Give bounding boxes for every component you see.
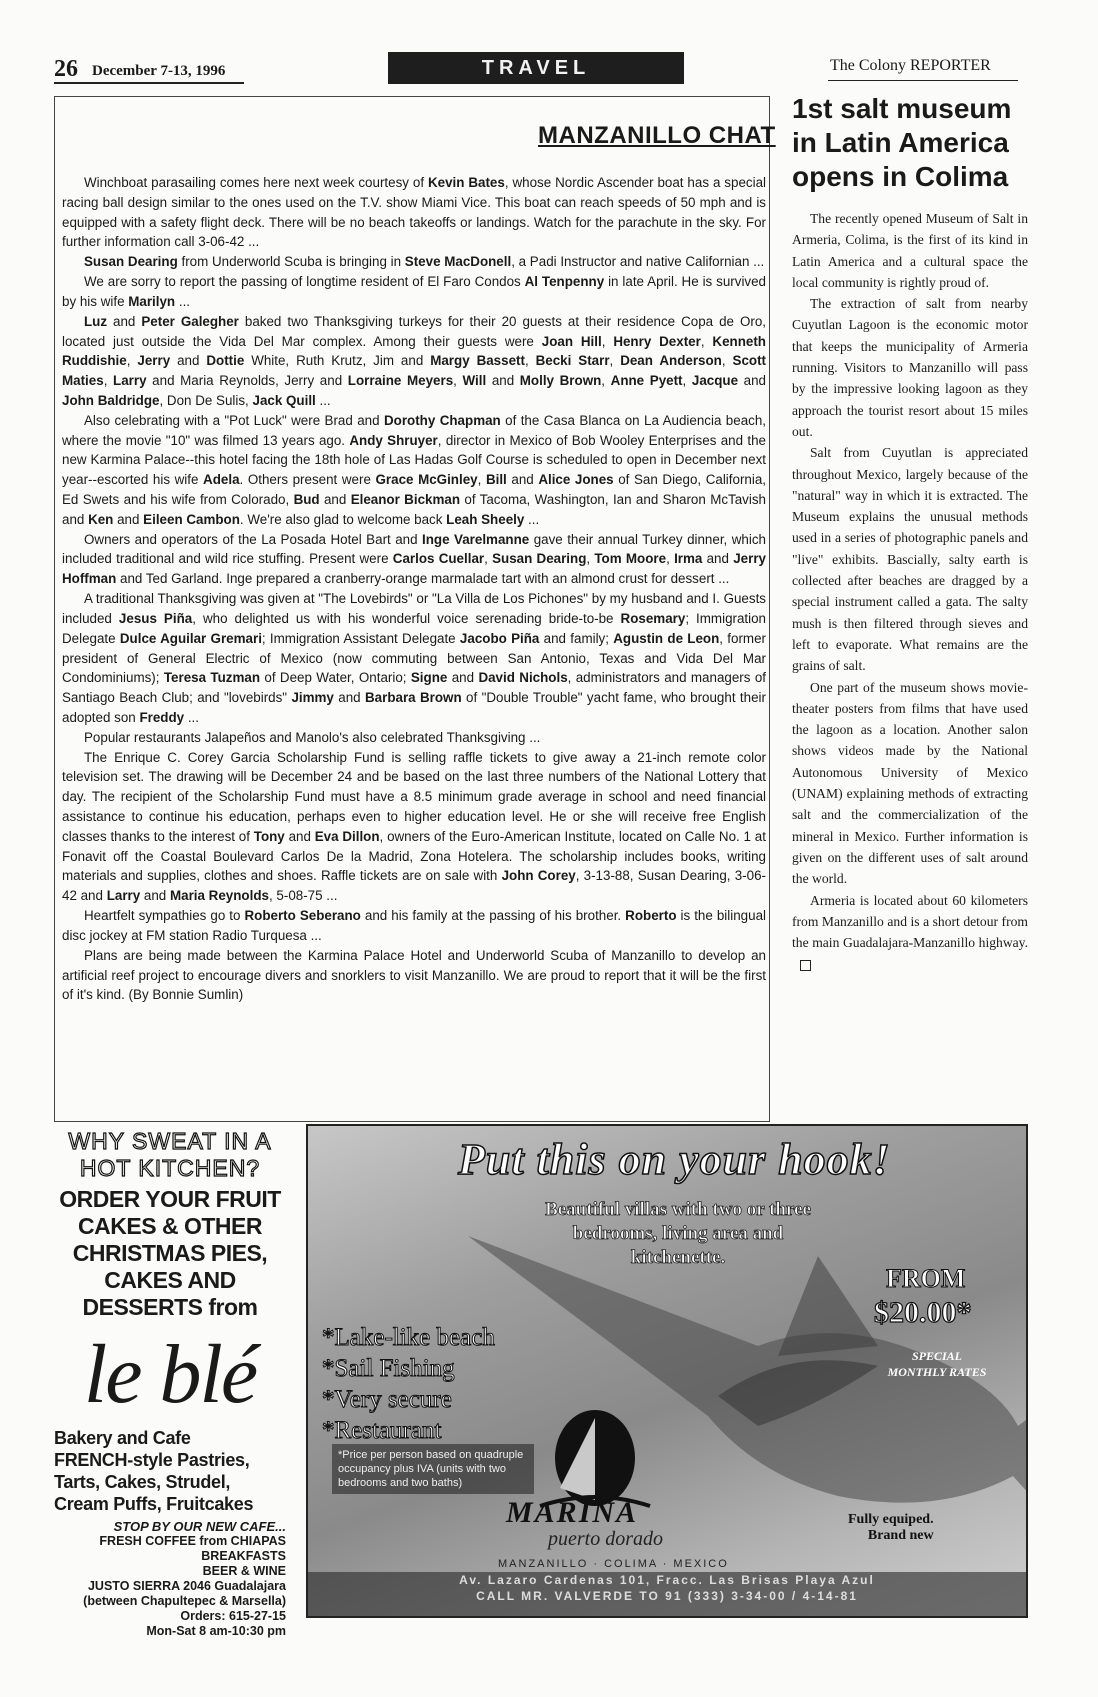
bold-name: Roberto (244, 908, 296, 924)
marina-brand-sub: puerto dorado (548, 1528, 663, 1550)
marina-brand: MARINA (506, 1496, 639, 1529)
ad-heading-line: HOT KITCHEN? (79, 1155, 261, 1181)
bold-name: Rosemary (620, 610, 686, 626)
fine-print: *Price per person based on quadruple occupancy plus IVA (units with two bedrooms and two baths) (332, 1444, 534, 1494)
article-paragraph: The extraction of salt from nearby Cuyutlan Lagoon is the economic motor that keeps the municipality of Armeria running. Visitors to Manzanillo will pass by the impressive looking lagoon as they approach the tourist resort about 15 miles out. (792, 296, 1028, 439)
text-run: Popular restaurants Jalapeños and Manolo's also celebrated Thanksgiving ... (84, 729, 541, 745)
text-run: , whose Nordic Ascender boat has a special racing ball design similar to the ones used on the T.V. show Miami Vice. This boat can reach speeds of 50 mph and is equipped with a safety flight deck. There will be no beach takeoffs or landings. Watch for the parachute in the sky. For further information call 3-06-42 ... (62, 175, 766, 250)
text-run: of Tacoma, Washington, Ian and Sharon McTavish and (62, 492, 766, 527)
bold-name: Eva Dillon (314, 828, 380, 844)
text-run: , (609, 353, 621, 369)
text-run: . We're also glad to welcome back (239, 511, 447, 527)
text-run: , owners of the Euro-American Institute, located on Calle No. 1 at Fonavit off the Coastal Boulevard Carlos De la Madrid, Zona Hotelera. The scholarship includes books, writing materials and supplies, clothes and shoes. Raffle tickets are on sale with (62, 828, 766, 884)
bold-name: Peter Galegher (141, 313, 239, 329)
header-rule-right (828, 80, 1018, 81)
bold-name: Grace McGinley (375, 472, 478, 488)
bold-name: Irma (674, 551, 703, 567)
text-run: , (453, 373, 463, 389)
bold-name: Teresa Tuzman (163, 670, 261, 686)
chat-paragraph (62, 589, 766, 728)
leble-logo: le blé (83, 1328, 257, 1421)
bold-name: Steve MacDonell (404, 254, 512, 270)
text-run: and family; (539, 630, 614, 646)
text-run: in late April. He is survived by his wife (62, 274, 767, 309)
chat-paragraph (62, 748, 766, 907)
bold-name: Ken (88, 511, 114, 527)
text-run: ; Immigration Assistant Delegate (261, 630, 460, 646)
address-line: CALL MR. VALVERDE TO 91 (333) 3-34-00 / 4-14-81 (476, 1589, 858, 1603)
text-run: from Underworld Scuba is bringing in (177, 254, 405, 270)
chat-paragraph (62, 272, 766, 312)
text-run: . Others present were (239, 472, 376, 488)
bold-name: Carlos Cuellar (392, 551, 485, 567)
bold-name: Scott Maties (62, 353, 766, 389)
bold-name: Joan Hill (541, 333, 602, 349)
bold-name: Al Tenpenny (524, 274, 605, 290)
feature-item: *Restaurant (322, 1417, 442, 1444)
bold-name: Larry (106, 888, 141, 904)
text-run: ; Immigration Delegate (62, 610, 767, 646)
text-run: , who delighted us with his wonderful voice serenading bride-to-be (192, 610, 621, 626)
bold-name: Signe (410, 670, 448, 686)
feature-item: *Lake-like beach (322, 1324, 495, 1351)
bold-name: Inge Varelmanne (422, 531, 530, 547)
bold-name: John Corey (501, 868, 576, 884)
text-run: of "Double Trouble" yacht fame, who brought their adopted son (62, 690, 766, 725)
text-run: , (682, 373, 692, 389)
text-run: , director in Mexico of Bob Wooley Enterprises and the new Karmina Palace--this hotel facing the 18th hole of Las Hadas Golf Course is scheduled to open in December next year--escorted his wife (62, 432, 766, 488)
text-run: and (319, 492, 351, 507)
equipped-line: Fully equiped. (848, 1512, 934, 1527)
bold-name: Bill (485, 472, 507, 488)
article-paragraph: Salt from Cuyutlan is appreciated throughout Mexico, largely because of the "natural" way in which it is extracted. The Museum explains the unusual methods used in a series of photographic panels and "live" exhibits. Bascially, salty earth is collected after beaches are dragged by a special instrument called a gata. The salty mush is then filtered through sieves and left to evaporate. What remains are the grains of salt. (792, 445, 1028, 674)
text-run: , (484, 551, 493, 567)
text-run: and (140, 888, 170, 904)
bold-name: Jerry (137, 353, 171, 369)
text-run: , administrators and managers of Santiago Beach Club; and "lovebirds" (62, 670, 766, 706)
ad-outline-heading (54, 1128, 286, 1182)
bold-name: Jacque (691, 373, 739, 389)
text-run: Owners and operators of the La Posada Hotel Bart and (84, 531, 423, 547)
text-run: of the Casa Blanca on La Audiencia beach, where the movie "10" was filmed 13 years ago. (62, 412, 767, 448)
ad-line: CAKES & OTHER (78, 1213, 262, 1239)
price-from-label: FROM (886, 1264, 966, 1293)
text-run: and (506, 472, 539, 488)
text-run: baked two Thanksgiving turkeys for their 20 guests at their residence Copa de Oro, located just outside the Vida Del Mar complex. Among their guests were (62, 313, 766, 349)
bold-name: Becki Starr (535, 353, 610, 369)
text-run: White, Ruth Krutz, Jim and (244, 353, 431, 369)
bold-name: Eileen Cambon (143, 511, 240, 527)
section-banner: TRAVEL (388, 52, 684, 84)
chat-paragraph (62, 252, 766, 272)
text-run: , (524, 353, 536, 369)
ad-line: FRENCH-style Pastries, (54, 1450, 250, 1470)
bold-name: Jerry Hoffman (62, 551, 766, 587)
equipped-line: Brand new (867, 1528, 934, 1543)
headline-line: opens in Colima (792, 161, 1009, 192)
chat-paragraph (62, 946, 766, 1005)
bold-name: Larry (113, 373, 147, 389)
article-paragraph: The recently opened Museum of Salt in Armeria, Colima, is the first of its kind in Latin America and a cultural space the local community is rightly proud of. (792, 211, 1028, 290)
headline-line: in Latin America (792, 127, 1009, 158)
marina-address-bar (308, 1572, 1026, 1616)
text-run: and (170, 353, 207, 369)
bold-name: Bud (293, 492, 320, 507)
ad-line: CAKES AND (104, 1267, 236, 1293)
bold-name: Agustin de Leon (613, 630, 720, 646)
bold-name: Freddy (139, 709, 185, 725)
bold-name: Marilyn (128, 293, 176, 309)
text-run: , Don De Sulis, (159, 392, 253, 408)
text-run: , (666, 551, 675, 567)
issue-date: December 7-13, 1996 (92, 63, 226, 79)
text-run: is the bilingual disc jockey at FM station Radio Turquesa ... (62, 908, 766, 943)
bold-name: Kenneth Ruddishie (62, 333, 766, 369)
chat-paragraph (62, 411, 766, 530)
bold-name: Susan Dearing (492, 551, 587, 567)
bold-name: Susan Dearing (84, 254, 178, 270)
bold-name: Lorraine Meyers (347, 373, 454, 389)
chat-body (62, 173, 766, 1005)
text-run: gave their annual Turkey dinner, which included traditional and wild rice stuffing. Present were (62, 531, 766, 567)
equipped-note (848, 1512, 934, 1544)
text-run: and (486, 373, 520, 389)
ad-main-text (54, 1186, 286, 1321)
bold-name: Jesus Piña (118, 610, 193, 626)
ad-line: Cream Puffs, Fruitcakes (54, 1494, 254, 1514)
bold-name: Tom Moore (594, 551, 667, 567)
text-run: , 5-08-75 ... (268, 888, 338, 904)
bold-name: Andy Shruyer (349, 432, 438, 448)
ad-line: Tarts, Cakes, Strudel, (54, 1472, 231, 1492)
text-run: , (721, 353, 733, 369)
bold-name: Margy Bassett (430, 353, 525, 369)
text-run: Plans are being made between the Karmina Palace Hotel and Underworld Scuba of Manzanillo to develop an artificial reef project to encourage divers and snorklers to visit Manzanillo. We are proud to report that it will be the first of it's kind. (By Bonnie Sumlin) (62, 947, 766, 1003)
bold-name: Dulce Aguilar Gremari (119, 630, 262, 646)
bold-name: Maria Reynolds (169, 888, 269, 904)
text-run: , (477, 472, 486, 488)
marina-advertisement (306, 1124, 1028, 1618)
ad-line: BEER & WINE (202, 1564, 286, 1578)
feature-item: *Very secure (322, 1386, 452, 1413)
ad-line: CHRISTMAS PIES, (72, 1240, 268, 1266)
bold-name: Luz (84, 313, 108, 329)
bold-name: Alice Jones (538, 472, 614, 488)
text-run: , (601, 333, 614, 349)
price-value: $20.00* (874, 1296, 972, 1329)
bold-name: Dean Anderson (620, 353, 722, 369)
text-run: , (700, 333, 713, 349)
page-number: 26 (54, 56, 78, 82)
ad-cafe-line: STOP BY OUR NEW CAFE... (113, 1519, 286, 1534)
ad-subtext (54, 1427, 286, 1515)
text-run: and (738, 373, 766, 389)
text-run: , former president of General Electric of Mexico (now commuting between San Antonio, Texas and Vida Del Mar Condominiums); (62, 630, 766, 686)
text-run: and (284, 828, 315, 844)
ad-line: BREAKFASTS (201, 1549, 286, 1563)
text-run: , a Padi Instructor and native Californian ... (511, 254, 765, 270)
chat-paragraph (62, 312, 766, 411)
text-run: and (113, 511, 144, 527)
bold-name: Roberto (625, 908, 677, 924)
text-run: , (601, 373, 611, 389)
chat-paragraph (62, 906, 766, 946)
article-last-text: Armeria is located about 60 kilometers from Manzanillo and is a short detour from the main Guadalajara-Manzanillo highway. (792, 892, 1028, 951)
text-run: , (126, 353, 138, 369)
text-run: The Enrique C. Corey Garcia Scholarship Fund is selling raffle tickets to give away a 21-inch remote color television set. The drawing will be December 24 and be based on the last three numbers of the National Lottery that day. The recipient of the Scholarship Fund must have a 8.5 minimum grade average in school and need financial assistance to continue his education, perhaps even to higher education level. He or she will receive free English classes thanks to the interest of (62, 749, 766, 844)
marina-subhead: Beautiful villas with two or three bedrooms, living area and kitchenette. (545, 1199, 811, 1268)
bold-name: Molly Brown (519, 373, 602, 389)
bold-name: Will (462, 373, 487, 389)
bold-name: Leah Sheely (446, 511, 525, 527)
text-run: Also celebrating with a "Pot Luck" were Brad and (84, 412, 384, 428)
ad-line: FRESH COFFEE from CHIAPAS (99, 1534, 286, 1548)
bold-name: Kevin Bates (427, 175, 505, 190)
bold-name: John Baldridge (62, 392, 160, 408)
article-paragraph (792, 890, 1028, 975)
bold-name: Henry Dexter (613, 333, 701, 349)
leble-advertisement (54, 1128, 286, 1646)
chat-title: MANZANILLO CHAT (538, 122, 776, 149)
feature-item: *Sail Fishing (322, 1355, 455, 1382)
bold-name: Jacobo Piña (459, 630, 540, 646)
bold-name: David Nichols (478, 670, 568, 686)
text-run: , (586, 551, 595, 567)
text-run: of Deep Water, Ontario; (260, 670, 411, 686)
bold-name: Seberano (299, 908, 361, 924)
salt-museum-headline (792, 92, 1028, 194)
header-rule-left (54, 82, 244, 84)
salt-museum-article (792, 92, 1028, 975)
marina-location: MANZANILLO · COLIMA · MEXICO (498, 1558, 729, 1570)
text-run: Winchboat parasailing comes here next week courtesy of (84, 175, 428, 190)
bold-name: Jimmy (291, 690, 334, 706)
text-run: ... (184, 709, 199, 725)
ad-line: JUSTO SIERRA 2046 Guadalajara (87, 1579, 286, 1593)
ad-contact-block (54, 1519, 286, 1639)
ad-line: DESSERTS from (82, 1294, 258, 1320)
article-paragraph: One part of the museum shows movie-theater posters from films that have used the lagoon as a location. Another salon shows videos made by the National Autonomous University of Mexico (UNAM) explaining methods of extracting salt and the commercialization of the mineral in Mexico. Further information is given on the different uses of salt around the world. (792, 679, 1028, 887)
text-run: and Maria Reynolds, Jerry and (146, 373, 348, 389)
text-run: and (333, 690, 365, 706)
text-run: , (103, 373, 114, 389)
text-run: , 3-13-88, Susan Dearing, 3-06-42 and (62, 868, 766, 904)
ad-line: Orders: 615-27-15 (180, 1609, 286, 1623)
text-run: of San Diego, California, Ed Swets and his wife from Colorado, (62, 472, 766, 507)
ad-line: (between Chapultepec & Marsella) (83, 1594, 286, 1608)
ad-heading-line: WHY SWEAT IN A (68, 1128, 272, 1154)
chat-paragraph (62, 530, 766, 589)
ad-line: Bakery and Cafe (54, 1428, 191, 1448)
chat-paragraph (62, 173, 766, 252)
marina-headline: Put this on your hook! (458, 1135, 891, 1184)
chat-paragraph (62, 728, 766, 748)
end-mark-icon (800, 960, 811, 971)
bold-name: Anne Pyett (610, 373, 683, 389)
address-line: Av. Lazaro Cardenas 101, Fracc. Las Brisas Playa Azul (459, 1573, 875, 1587)
text-run: Heartfelt sympathies go to (84, 908, 245, 924)
text-run: A traditional Thanksgiving was given at "The Lovebirds" or "La Villa de Los Pichones" by my husband and I. Guests included (62, 591, 766, 626)
text-run: We are sorry to report the passing of longtime resident of El Faro Condos (84, 274, 525, 290)
special-rates-note: SPECIAL MONTHLY RATES (887, 1349, 987, 1379)
text-run: and (107, 313, 142, 329)
bold-name: Jack Quill (252, 392, 316, 408)
bold-name: Adela (203, 472, 240, 488)
text-run: ... (524, 511, 540, 527)
bold-name: Dorothy Chapman (383, 412, 501, 428)
text-run: ... (175, 293, 191, 309)
text-run: and Ted Garland. Inge prepared a cranberry-orange marmalade tart with an almond crust for dessert ... (116, 571, 730, 587)
ad-line: ORDER YOUR FRUIT (59, 1186, 281, 1212)
text-run: and his family at the passing of his brother. (360, 908, 626, 924)
ad-line: Mon-Sat 8 am-10:30 pm (146, 1624, 286, 1638)
bold-name: Barbara Brown (364, 690, 462, 706)
bold-name: Dottie (206, 353, 245, 369)
publication-name: The Colony REPORTER (830, 57, 991, 74)
headline-line: 1st salt museum (792, 93, 1012, 124)
bold-name: Tony (253, 828, 285, 844)
text-run: and (702, 551, 734, 567)
text-run: and (447, 670, 479, 686)
text-run: ... (315, 392, 331, 408)
feature-list (322, 1322, 495, 1446)
salt-museum-body (792, 208, 1028, 975)
bold-name: Eleanor Bickman (350, 492, 460, 507)
